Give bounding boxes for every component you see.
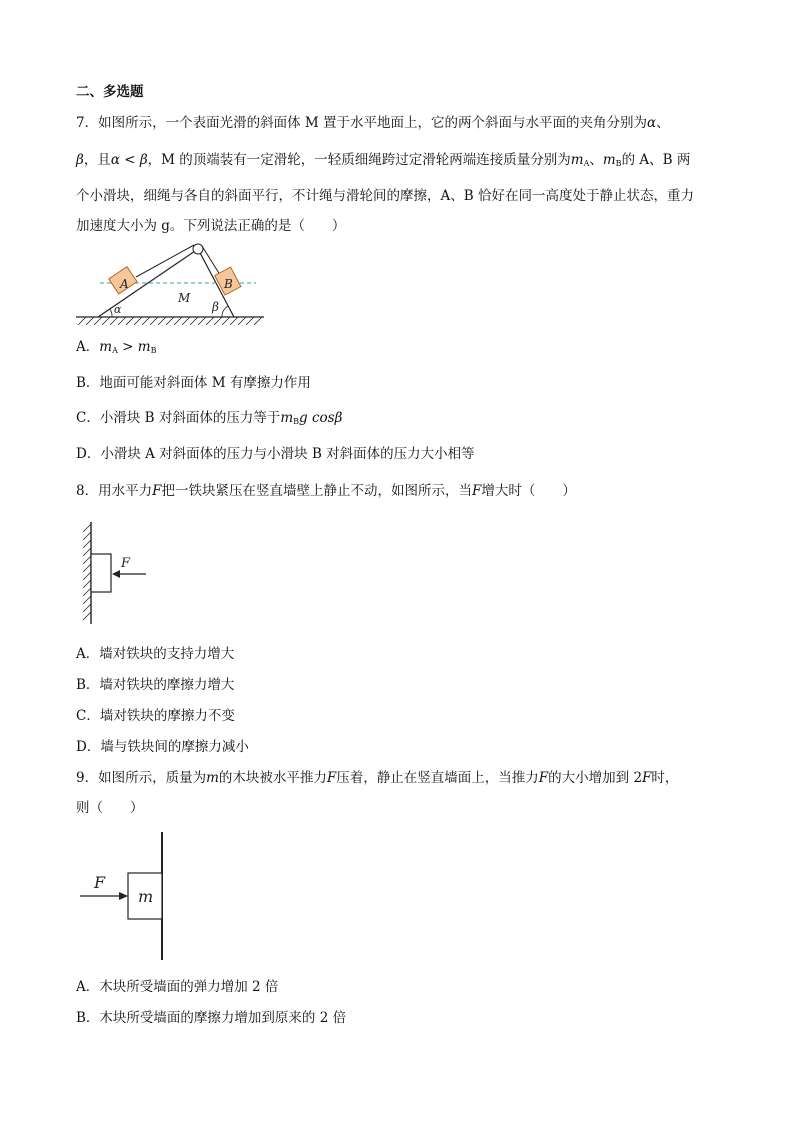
section-title: 二、多选题 <box>76 84 144 100</box>
q9-option-b: B．木块所受墙面的摩擦力增加到原来的 2 倍 <box>76 1010 347 1026</box>
q9-option-a: A．木块所受墙面的弹力增加 2 倍 <box>76 979 279 995</box>
q7-mass-a-sub: A <box>583 159 590 168</box>
q7-stem-line4: 加速度大小为 g。下列说法正确的是（ ） <box>76 218 346 234</box>
wall-hatch <box>83 524 91 620</box>
q7-option-b: B．地面可能对斜面体 M 有摩擦力作用 <box>76 375 311 391</box>
label-alpha: α <box>114 303 122 316</box>
q8-text: 增大时（ ） <box>481 483 576 499</box>
q7-text: 的 A、B 两 <box>621 152 691 168</box>
angle-alpha-arc <box>110 309 112 317</box>
q7-text: 7．如图所示，一个表面光滑的斜面体 M 置于水平地面上，它的两个斜面与水平面的夹角分别为 <box>76 115 647 131</box>
q9-text: 压着，静止在竖直墙面上，当推力 <box>336 770 539 786</box>
label-m: M <box>178 291 191 305</box>
q7-mass-a: m <box>570 152 584 168</box>
q7-figure <box>76 240 266 326</box>
q9-force: F <box>538 770 549 786</box>
q7-beta: β <box>76 152 84 168</box>
force-arrowhead <box>119 892 128 900</box>
q7-stem-line1 <box>76 113 670 133</box>
q9-text: 的大小增加到 2 <box>548 770 643 786</box>
q8-text: 8．用水平力 <box>76 483 153 499</box>
q8-option-b: B．墙对铁块的摩擦力增大 <box>76 677 235 693</box>
q7-option-d: D．小滑块 A 对斜面体的压力与小滑块 B 对斜面体的压力大小相等 <box>76 446 475 462</box>
q9-stem-line1 <box>76 768 678 788</box>
option-prefix: A． <box>76 339 100 355</box>
q7-alpha: α <box>647 115 657 131</box>
label-f: F <box>94 873 106 892</box>
q8-option-d: D．墙与铁块间的摩擦力减小 <box>76 739 249 755</box>
q9-stem-line2: 则（ ） <box>76 800 144 816</box>
q7-option-a <box>76 337 156 361</box>
iron-block <box>91 554 111 592</box>
q8-text: 把一铁块紧压在竖直墙壁上静止不动，如图所示，当 <box>161 483 472 499</box>
ground-hatch <box>78 317 262 325</box>
q8-force: F <box>152 483 162 499</box>
label-beta: β <box>212 300 219 314</box>
q8-stem <box>76 481 576 501</box>
q8-option-c: C．墙对铁块的摩擦力不变 <box>76 708 235 724</box>
force-arrowhead <box>112 570 120 578</box>
label-b: B <box>224 277 233 291</box>
q9-force: F <box>326 770 337 786</box>
q7-sep: 、 <box>656 115 670 131</box>
q8-option-a: A．墙对铁块的支持力增大 <box>76 646 235 662</box>
option-mass-b: m <box>280 410 294 426</box>
option-mass-a: m <box>99 339 113 355</box>
q8-force: F <box>471 483 482 499</box>
q9-text: 时， <box>651 770 679 786</box>
q7-comma: 、 <box>589 152 603 168</box>
rope-a <box>136 245 194 277</box>
q7-condition: α < β <box>110 152 148 168</box>
option-text: C．小滑块 B 对斜面体的压力等于 <box>76 410 281 426</box>
q9-text: 9．如图所示，质量为 <box>76 770 207 786</box>
q7-text: ，M 的顶端装有一定滑轮，一轻质细绳跨过定滑轮两端连接质量分别为 <box>147 152 571 168</box>
q7-stem-line3: 个小滑块，细绳与各自的斜面平行，不计绳与滑轮间的摩擦，A、B 恰好在同一高度处于静止状态，重力 <box>76 188 694 204</box>
option-formula: g cosβ <box>299 410 343 426</box>
label-m: m <box>138 887 154 906</box>
label-a: A <box>120 277 129 291</box>
q9-text: 的木块被水平推力 <box>218 770 327 786</box>
angle-beta-arc <box>222 306 228 317</box>
option-mass-b-sub: B <box>150 346 157 355</box>
q7-stem-line2 <box>76 150 690 174</box>
label-f: F <box>121 556 131 571</box>
q8-figure <box>76 520 156 626</box>
q9-force: F <box>642 770 652 786</box>
option-mass-b-sub: B <box>293 417 300 426</box>
option-relation: > <box>117 339 138 355</box>
q7-mass-b: m <box>602 152 616 168</box>
pulley <box>193 244 203 254</box>
q7-option-c <box>76 408 342 432</box>
q7-text: ，且 <box>83 152 111 168</box>
option-mass-b: m <box>137 339 151 355</box>
option-mass-a-sub: A <box>112 346 118 355</box>
q9-mass: m <box>206 770 219 786</box>
q7-mass-b-sub: B <box>615 159 622 168</box>
q9-figure <box>76 832 176 962</box>
